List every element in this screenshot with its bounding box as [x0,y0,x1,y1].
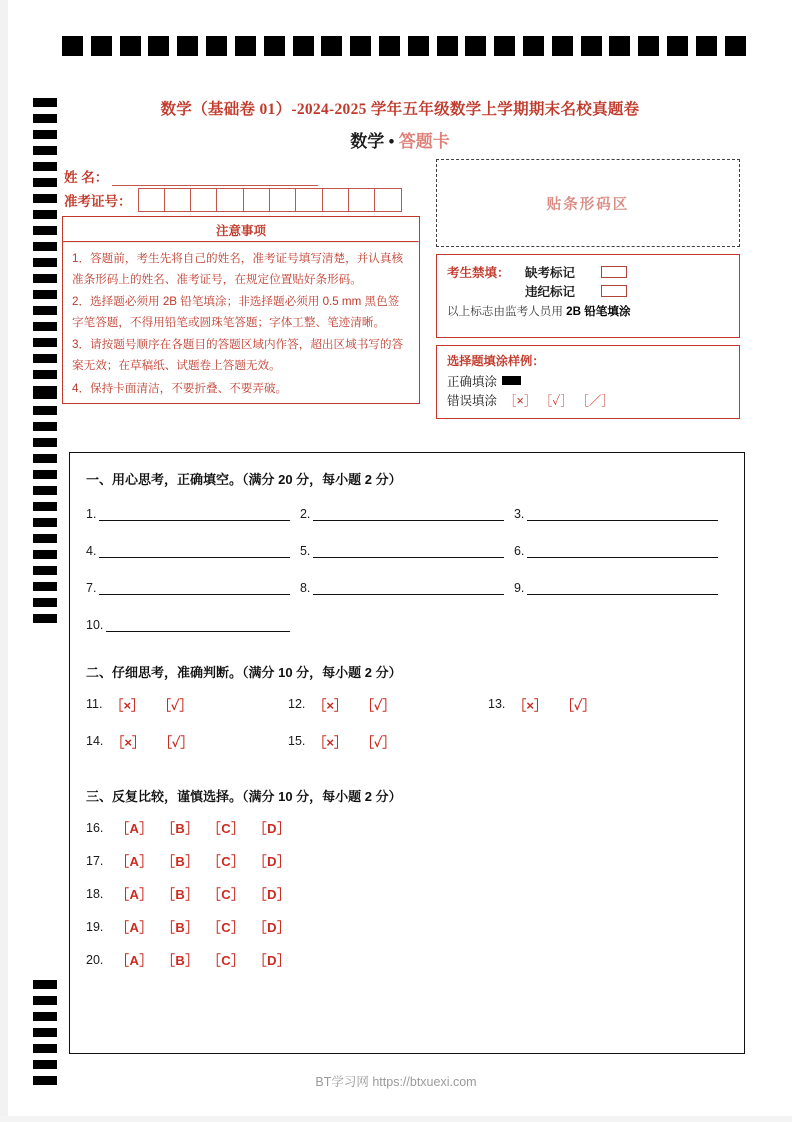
timing-mark [33,406,57,415]
page-title: 数学（基础卷 01）-2024-2025 学年五年级数学上学期期末名校真题卷 [160,101,640,118]
blank-item [300,581,514,595]
timing-mark [33,550,57,559]
timing-mark [33,338,57,347]
question-number: 7. [86,581,97,595]
blank-row [86,576,728,595]
answer-blank-line[interactable] [313,544,504,558]
name-field-row [64,166,414,186]
question-number: 4. [86,544,97,558]
question-number: 13. [488,697,506,711]
blank-row [86,502,728,521]
proctor-note [447,303,729,319]
choice-option-bubble[interactable]: ［A］ [116,821,153,836]
question-number: 17. [86,853,104,868]
timing-mark [33,1028,57,1037]
fill-correct-label: 正确填涂 [447,374,498,389]
timing-mark [33,454,57,463]
question-number: 18. [86,886,104,901]
choice-option-bubble[interactable]: ［D］ [253,887,291,902]
exam-number-cell[interactable] [375,189,401,211]
filled-bubble-icon [502,376,521,385]
blank-item [514,581,728,595]
question-number: 10. [86,618,104,632]
answer-area [69,452,745,1054]
exam-number-cell[interactable] [349,189,375,211]
truefalse-row [86,732,728,750]
notice-item: 3．请按题号顺序在各题目的答题区域内作答，超出区域书写的答案无效；在草稿纸、试题卷上答题无效。 [72,338,404,373]
footer-watermark: BT学习网 https://btxuexi.com [315,1075,477,1089]
truefalse-option-bubble[interactable]: ［×］ [110,697,145,713]
question-number: 2. [299,507,311,521]
timing-mark [33,438,57,447]
exam-number-row [64,188,416,212]
truefalse-option-bubble[interactable]: ［×］ [313,697,347,713]
fill-wrong-label: 错误填涂 [447,393,498,408]
question-number: 6. [513,544,525,558]
timing-mark [33,290,57,299]
question-number: 11. [86,697,103,711]
subtitle-answer-card: 答题卡 [398,132,450,151]
truefalse-option-bubble[interactable]: ［✓］ [158,697,193,713]
timing-mark [33,518,57,527]
question-number: 8. [299,581,311,595]
truefalse-option-bubble[interactable]: ［✓］ [360,697,396,713]
truefalse-item [288,732,488,751]
timing-mark [33,194,57,203]
answer-blank-line[interactable] [106,618,290,632]
scan-edge-left [0,0,8,1122]
timing-marks-top [62,36,746,56]
blank-item [300,507,514,521]
timing-mark [33,130,57,139]
notice-item: 4．保持卡面清洁，不要折叠、不要弄破。 [72,381,288,395]
truefalse-option-bubble[interactable]: ［×］ [111,734,145,750]
exam-number-cell[interactable] [244,189,270,211]
question-number: 9. [513,581,525,595]
timing-mark [33,980,57,989]
timing-mark [33,598,57,607]
section-1-rows [86,502,728,632]
scan-edge-bottom [0,1116,792,1122]
blank-row [86,539,728,558]
barcode-area-label: 贴条形码区 [546,196,630,213]
section-2 [86,662,728,750]
truefalse-item [488,695,688,714]
blank-item [514,544,728,558]
fill-correct-row [447,371,729,390]
choice-option-bubble[interactable]: ［D］ [253,854,291,869]
question-number: 16. [86,820,104,835]
timing-mark [581,36,602,56]
answer-blank-line[interactable] [99,544,290,558]
name-label: 姓 名： [64,170,109,185]
exam-number-cell[interactable] [296,189,322,211]
timing-mark [379,36,400,56]
choice-option-bubble[interactable]: ［A］ [116,920,153,935]
answer-blank-line[interactable] [527,544,718,558]
timing-mark [725,36,746,56]
question-number: 19. [86,919,104,934]
question-number: 14. [86,734,104,748]
exam-number-cell[interactable] [323,189,349,211]
question-number: 5. [299,544,311,558]
forbidden-lead-label: 考生禁填： [447,265,510,280]
timing-mark [235,36,256,56]
timing-mark [465,36,486,56]
notice-title: 注意事项 [215,224,266,238]
timing-mark [33,534,57,543]
choice-option-bubble[interactable]: ［C］ [207,887,245,902]
choice-option-bubble[interactable]: ［A］ [116,953,153,968]
answer-blank-line[interactable] [527,581,718,595]
timing-mark [33,582,57,591]
proctor-marks-box [436,254,740,338]
timing-mark [33,370,57,379]
blank-item [86,544,300,558]
timing-mark [696,36,717,56]
answer-blank-line[interactable] [313,507,504,521]
blank-item [86,618,300,632]
question-number: 15. [288,734,306,748]
truefalse-item [288,695,488,714]
proctor-note-prefix: 以上标志由监考人员用 [447,305,567,318]
answer-blank-line[interactable] [99,581,290,595]
notice-box [62,216,420,404]
fill-example-box [436,345,740,419]
timing-mark [293,36,314,56]
timing-mark [494,36,515,56]
timing-mark [33,502,57,511]
page-subtitle [60,127,740,152]
subtitle-subject: 数学 • [350,132,395,151]
blank-item [300,544,514,558]
choice-row [86,918,728,935]
timing-mark [33,322,57,331]
timing-mark [33,242,57,251]
exam-number-cell[interactable] [217,189,243,211]
choice-option-bubble[interactable]: ［B］ [161,854,199,869]
choice-option-bubble[interactable]: ［A］ [116,887,153,902]
choice-row [86,885,728,902]
section-2-rows [86,695,728,750]
question-number: 20. [86,952,104,967]
timing-mark [350,36,371,56]
timing-mark [33,566,57,575]
absent-mark-row [447,262,729,281]
timing-mark [33,258,57,267]
timing-mark [33,486,57,495]
timing-mark [264,36,285,56]
violation-mark-row [447,281,729,300]
timing-mark [148,36,169,56]
timing-mark [177,36,198,56]
timing-mark [33,1012,57,1021]
timing-mark [33,470,57,479]
timing-mark [667,36,688,56]
blank-item [514,507,728,521]
fill-example-title: 选择题填涂样例： [447,354,545,368]
timing-mark [33,354,57,363]
answer-blank-line[interactable] [527,507,718,521]
timing-mark [33,226,57,235]
choice-row [86,852,728,869]
exam-number-cell[interactable] [165,189,191,211]
exam-number-cell[interactable] [139,189,165,211]
timing-mark [206,36,227,56]
choice-option-bubble[interactable]: ［D］ [253,821,291,836]
choice-option-bubble[interactable]: ［C］ [207,854,245,869]
timing-mark [408,36,429,56]
question-number: 3. [513,507,525,521]
choice-option-bubble[interactable]: ［C］ [207,920,245,935]
truefalse-option-bubble[interactable]: ［✓］ [360,734,396,750]
timing-mark [91,36,112,56]
proctor-note-bold: 2B 铅笔填涂 [566,305,631,318]
choice-option-bubble[interactable]: ［B］ [161,887,199,902]
choice-option-bubble[interactable]: ［D］ [253,920,291,935]
timing-mark [552,36,573,56]
timing-mark [33,422,57,431]
timing-marks-left-upper [33,98,57,402]
timing-mark [33,996,57,1005]
timing-mark [62,36,83,56]
choice-option-bubble[interactable]: ［A］ [116,854,153,869]
truefalse-row [86,695,728,713]
absent-mark-checkbox[interactable] [601,266,627,278]
choice-row [86,819,728,836]
timing-mark [120,36,141,56]
choice-option-bubble[interactable]: ［C］ [207,953,245,968]
choice-option-bubble[interactable]: ［B］ [161,920,199,935]
notice-item: 1．答题前，考生先将自己的姓名，准考证号填写清楚，并认真核准条形码上的姓名、准考证号，在规定位置贴好条形码。 [72,252,404,287]
blank-item [86,507,300,521]
timing-mark [33,1060,57,1069]
section-3-rows [86,819,728,968]
choice-row [86,951,728,968]
timing-marks-left-middle [33,390,57,630]
fill-wrong-marks: ［×］ ［✓］ ［／］ [504,393,614,408]
choice-option-bubble[interactable]: ［C］ [207,821,245,836]
timing-mark [609,36,630,56]
answer-blank-line[interactable] [99,507,290,521]
timing-mark [33,390,57,399]
section-1-heading: 一、用心思考，正确填空。（满分 20 分，每小题 2 分） [86,472,402,487]
violation-mark-label: 违纪标记 [525,284,576,299]
truefalse-option-bubble[interactable]: ［✓］ [560,697,596,713]
timing-mark [437,36,458,56]
fill-wrong-row [447,390,729,409]
truefalse-option-bubble[interactable]: ［×］ [313,734,347,750]
timing-mark [33,1044,57,1053]
choice-option-bubble[interactable]: ［B］ [161,821,199,836]
timing-mark [33,114,57,123]
timing-mark [33,274,57,283]
blank-row [86,613,728,632]
section-3 [86,786,728,968]
choice-option-bubble[interactable]: ［B］ [161,953,199,968]
violation-mark-checkbox[interactable] [601,285,627,297]
exam-number-grid[interactable] [138,188,403,212]
choice-option-bubble[interactable]: ［D］ [253,953,291,968]
timing-mark [33,178,57,187]
timing-mark [33,98,57,107]
blank-item [86,581,300,595]
truefalse-item [86,732,288,751]
timing-mark [523,36,544,56]
question-number: 12. [288,697,306,711]
timing-mark [33,306,57,315]
section-1 [86,469,728,632]
section-2-heading: 二、仔细思考，准确判断。（满分 10 分，每小题 2 分） [86,665,402,680]
answer-blank-line[interactable] [313,581,504,595]
question-number: 1. [86,507,97,521]
notice-list [63,243,419,399]
timing-mark [33,162,57,171]
timing-mark [638,36,659,56]
timing-mark [321,36,342,56]
timing-mark [33,614,57,623]
exam-number-cell[interactable] [191,189,217,211]
section-3-heading: 三、反复比较，谨慎选择。（满分 10 分，每小题 2 分） [86,789,402,804]
name-input[interactable] [112,171,318,186]
truefalse-option-bubble[interactable]: ［×］ [513,697,547,713]
exam-number-label: 准考证号： [64,194,132,209]
exam-number-cell[interactable] [270,189,296,211]
barcode-area [436,159,740,247]
truefalse-item [86,695,288,714]
timing-mark [33,146,57,155]
timing-mark [33,210,57,219]
truefalse-option-bubble[interactable]: ［✓］ [158,734,194,750]
absent-mark-label: 缺考标记 [525,265,576,280]
notice-item: 2．选择题必须用 2B 铅笔填涂；非选择题必须用 0.5 mm 黑色签字笔答题，不得用铅笔或圆珠笔答题；字体工整、笔迹清晰。 [72,295,400,330]
